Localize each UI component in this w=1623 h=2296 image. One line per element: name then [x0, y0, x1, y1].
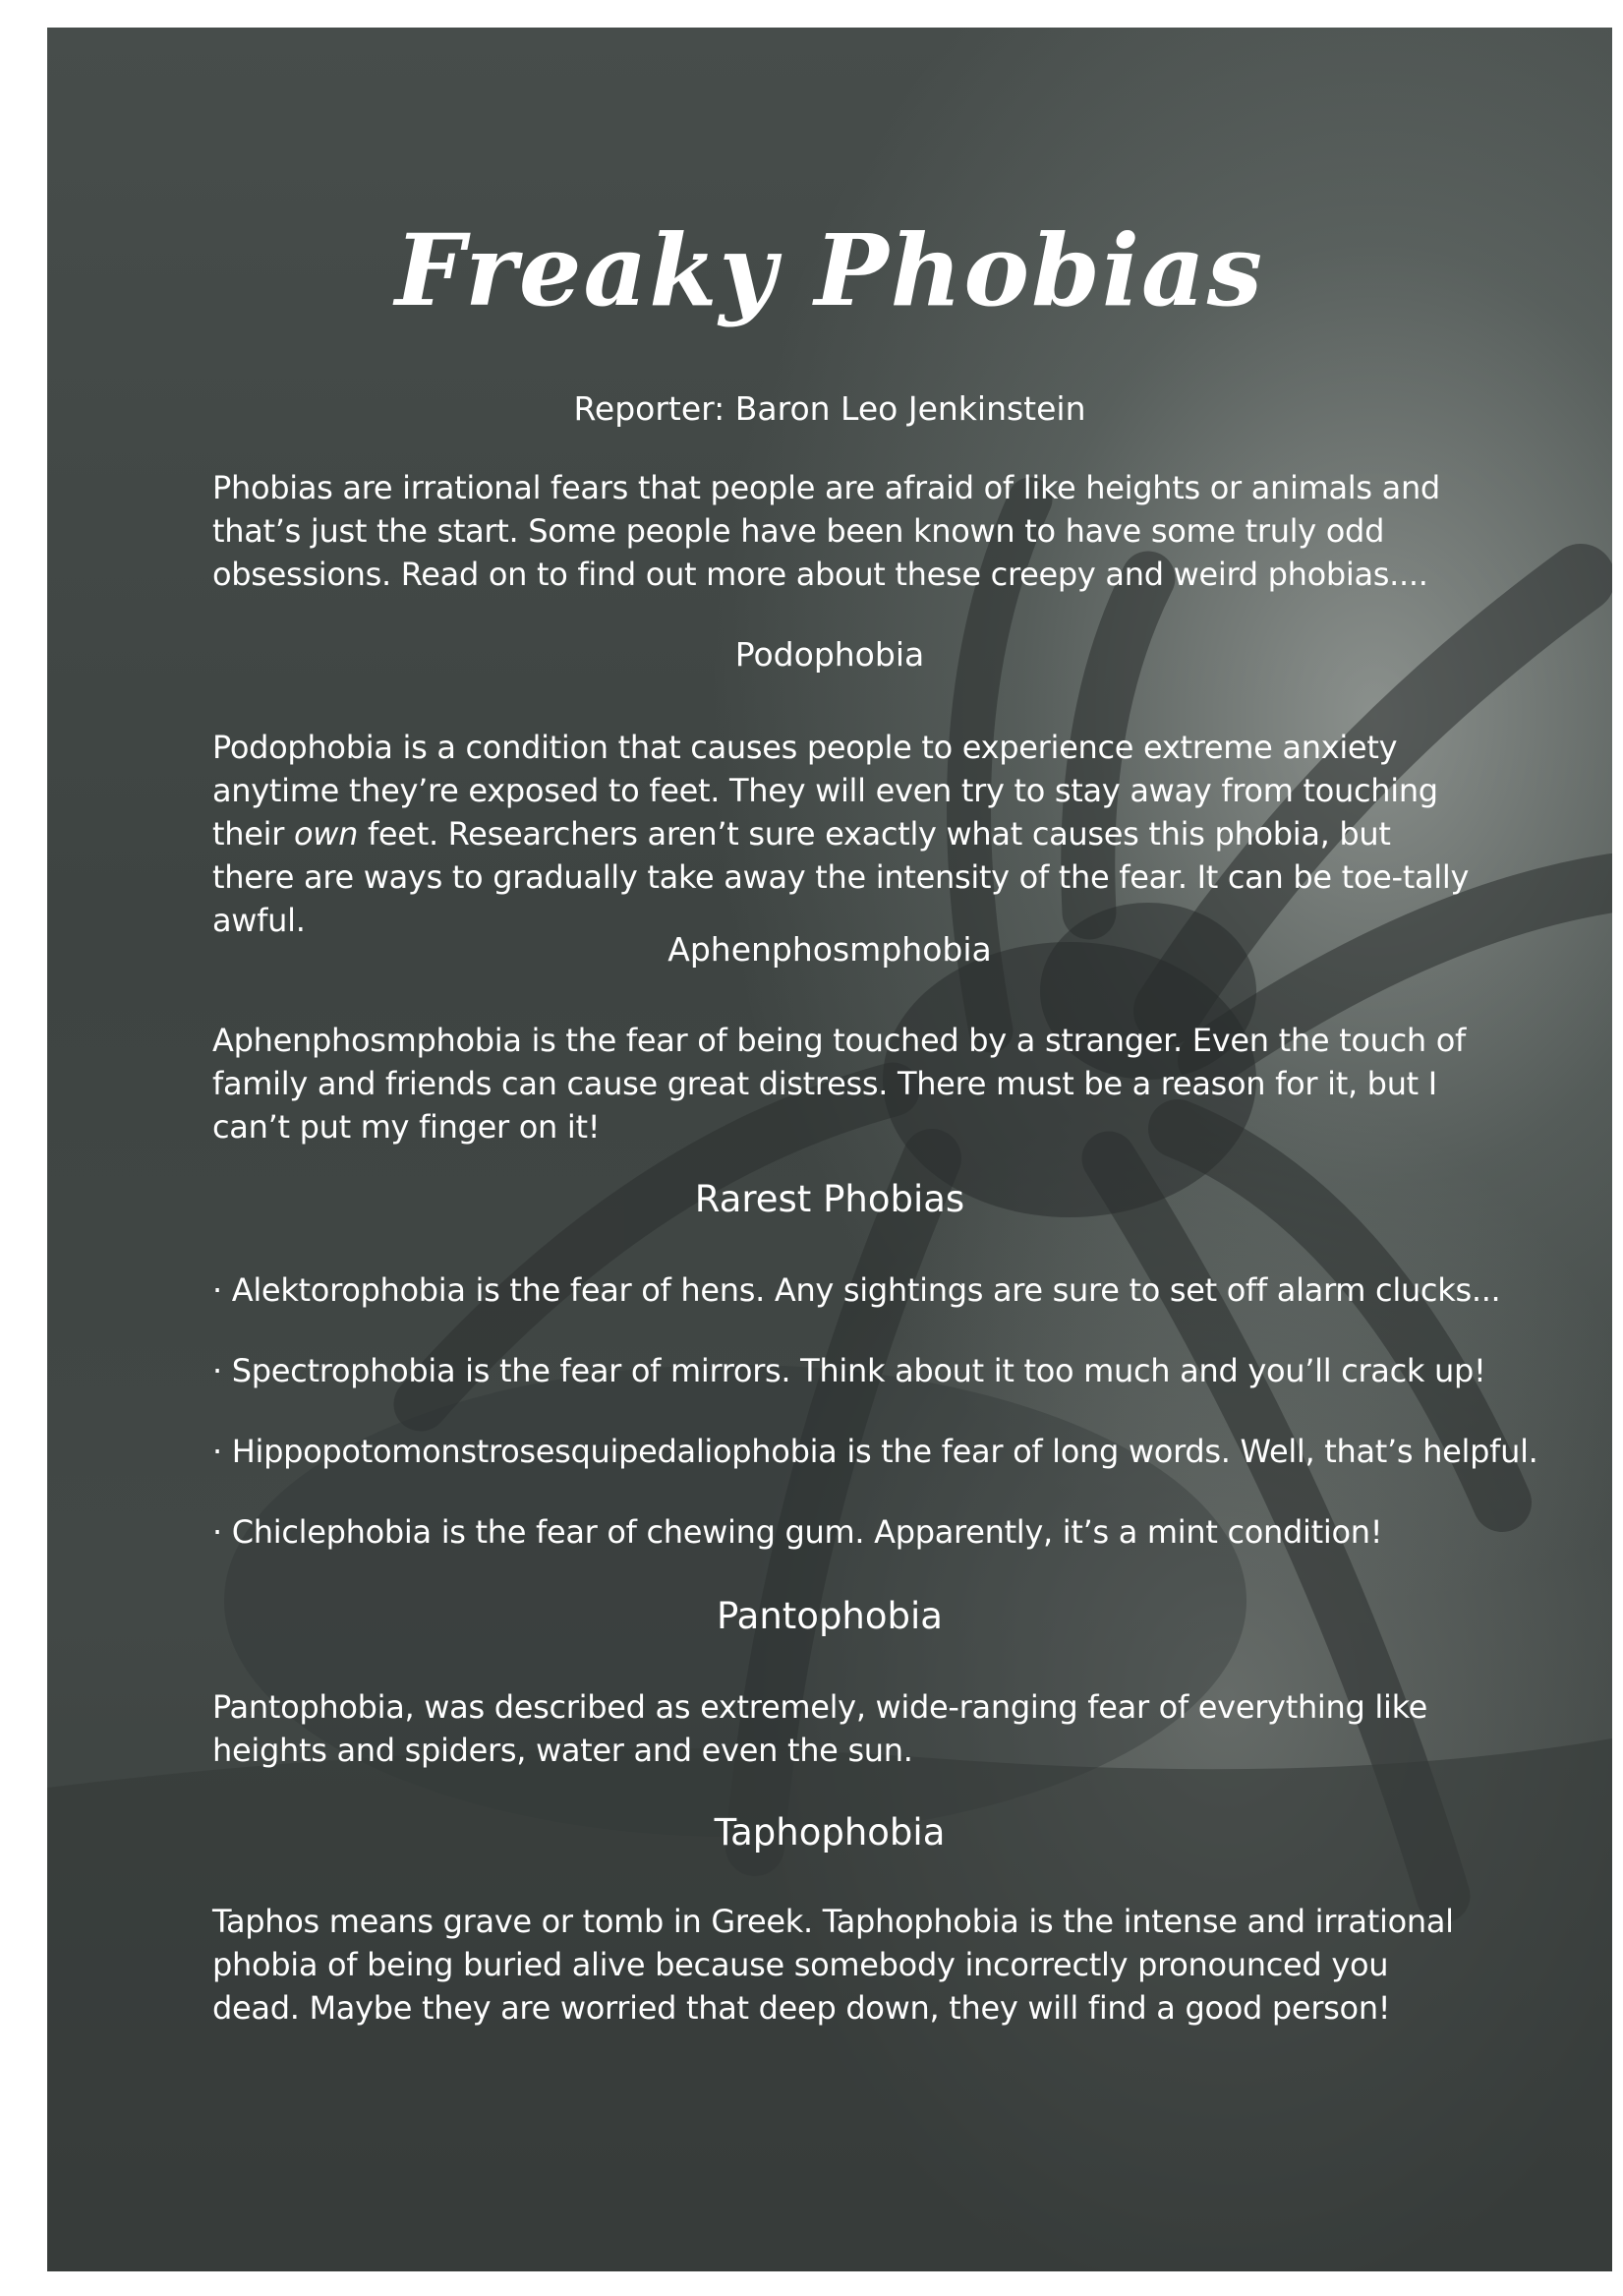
heading-aphenphosmphobia: Aphenphosmphobia — [667, 930, 992, 969]
intro-paragraph: Phobias are irrational fears that people are afraid of like heights or animals and that’s just the start. Some people have been known to have some truly odd obsessions. Read on to find out more about these creepy and weird phobias.... — [212, 469, 1440, 593]
podophobia-text-emphasis: own — [293, 815, 359, 853]
reporter-byline: Reporter: Baron Leo Jenkinstein — [573, 389, 1086, 428]
podophobia-text-end: feet. Researchers aren’t sure exactly what causes this phobia, but there are ways to gradually take away the intensity of the fear. It can be toe-tally awful. — [212, 815, 1470, 939]
heading-podophobia: Podophobia — [734, 635, 925, 674]
podophobia-paragraph — [212, 726, 1480, 942]
rarest-item-chiclephobia: · Chiclephobia is the fear of chewing gum. Apparently, it’s a mint condition! — [212, 1513, 1383, 1551]
page-title: Freaky Phobias — [394, 212, 1265, 328]
rarest-item-alektorophobia: · Alektorophobia is the fear of hens. Any sightings are sure to set off alarm clucks... — [212, 1271, 1501, 1309]
rarest-item-hippopotomonstrosesquipedaliophobia: · Hippopotomonstrosesquipedaliophobia is the fear of long words. Well, that’s helpful. — [212, 1433, 1538, 1470]
rarest-item-spectrophobia: · Spectrophobia is the fear of mirrors. Think about it too much and you’ll crack up! — [212, 1352, 1486, 1389]
taphophobia-paragraph: Taphos means grave or tomb in Greek. Taphophobia is the intense and irrational phobia of being buried alive because somebody incorrectly pronounced you dead. Maybe they are worried that deep down, they will find a good person! — [212, 1903, 1454, 2027]
poster-page — [47, 28, 1612, 2271]
heading-taphophobia: Taphophobia — [714, 1811, 946, 1854]
podophobia-text-start: Podophobia is a condition that causes people to experience extreme anxiety anytime they’re exposed to feet. They will even try to stay away from touching their — [212, 729, 1438, 853]
heading-rarest-phobias: Rarest Phobias — [694, 1178, 965, 1220]
aphenphosmphobia-paragraph: Aphenphosmphobia is the fear of being touched by a stranger. Even the touch of family and friends can cause great distress. There must be a reason for it, but I can’t put my finger on it! — [212, 1022, 1466, 1146]
heading-pantophobia: Pantophobia — [717, 1595, 943, 1637]
pantophobia-paragraph: Pantophobia, was described as extremely, wide-ranging fear of everything like heights and spiders, water and even the sun. — [212, 1688, 1428, 1769]
